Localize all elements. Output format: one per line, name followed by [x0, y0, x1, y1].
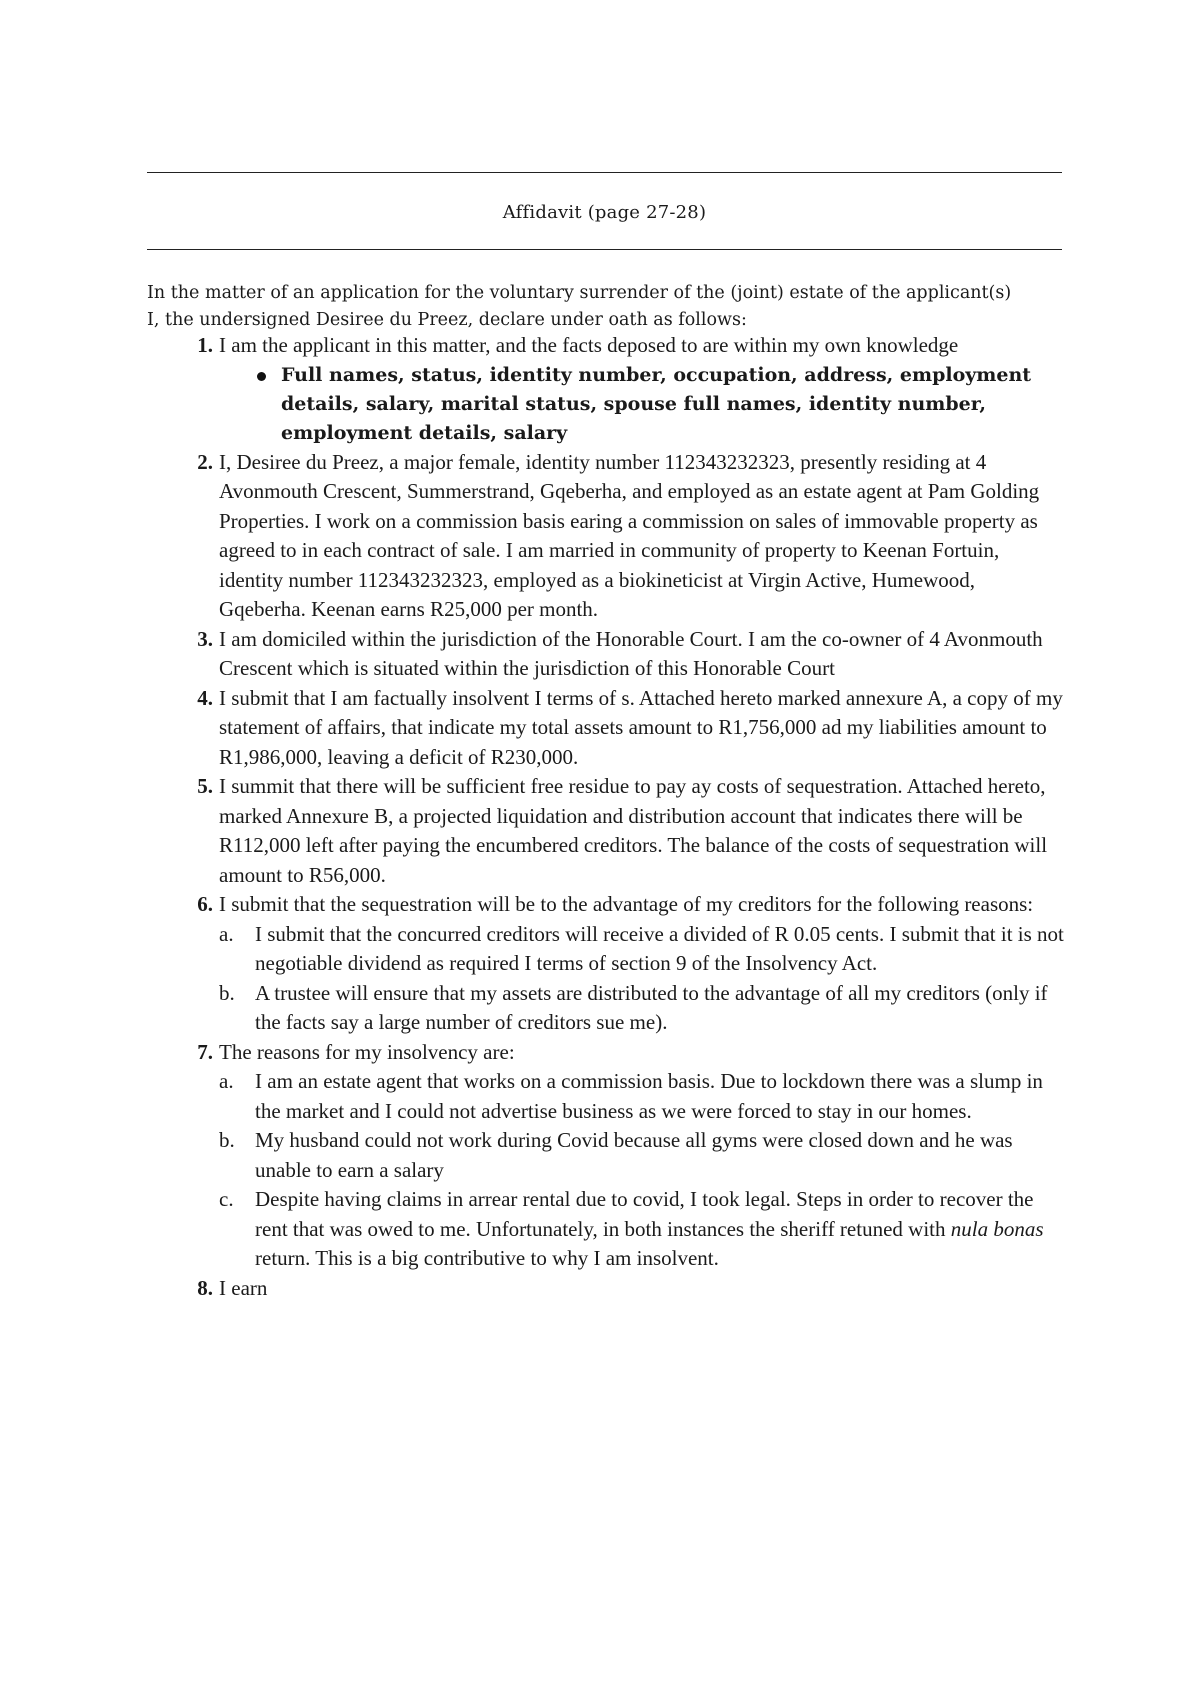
list-item	[147, 684, 1067, 773]
intro-line: In the matter of an application for the voluntary surrender of the (joint) estate of the applicant(s)	[147, 283, 1012, 303]
sub-item	[219, 1067, 1067, 1126]
sub-item-letter: b.	[219, 1128, 235, 1152]
sub-item-text: My husband could not work during Covid because all gyms were closed down and he was unable to earn a salary	[255, 1128, 1013, 1182]
numbered-list	[147, 331, 1067, 1303]
list-item	[147, 448, 1067, 625]
sub-item-letter: b.	[219, 980, 235, 1005]
page-title: Affidavit (page 27-28)	[502, 202, 707, 223]
sub-item-text: I submit that the concurred creditors will receive a divided of R 0.05 cents. I submit that it is not negotiable dividend as required I terms of section 9 of the Insolvency Act.	[255, 921, 1064, 975]
item-number: 4.	[197, 685, 213, 710]
item-number: 3.	[197, 626, 213, 651]
list-item	[147, 1274, 1067, 1304]
sub-item-letter: a.	[219, 921, 234, 946]
latin-phrase: nula bonas	[950, 1216, 1044, 1241]
bullet-text: Full names, status, identity number, occupation, address, employment details, salary, marital status, spouse full names, identity number, employment details, salary	[281, 363, 1032, 444]
intro-line: I, the undersigned Desiree du Preez, declare under oath as follows:	[147, 310, 747, 330]
list-item	[147, 890, 1067, 1038]
sub-item-text: Despite having claims in arrear rental due to covid, I took legal. Steps in order to recover the rent that was owed to me. Unfortunately, in both instances the sheriff retuned with	[255, 1187, 1034, 1241]
sub-item	[219, 979, 1067, 1038]
item-text: I earn	[219, 1275, 268, 1300]
item-number: 5.	[197, 774, 213, 798]
sub-item-text-end: return. This is a big contributive to why I am insolvent.	[255, 1246, 719, 1270]
bottom-rule	[147, 249, 1062, 250]
item-text: I summit that there will be sufficient free residue to pay ay costs of sequestration. Attached hereto, marked Annexure B, a projected liquidation and distribution account that indicates there will be R112,000 left after paying the encumbered creditors. The balance of the costs of sequestration will amount to R56,000.	[219, 774, 1048, 887]
sub-item	[219, 1126, 1067, 1185]
item-number: 8.	[197, 1275, 213, 1300]
item-text: I am the applicant in this matter, and the facts deposed to are within my own knowledge	[219, 333, 959, 357]
sub-item	[219, 1185, 1067, 1274]
item-number: 6.	[197, 892, 213, 916]
item-number: 2.	[197, 449, 213, 474]
list-item	[147, 625, 1067, 684]
item-text: I am domiciled within the jurisdiction of the Honorable Court. I am the co-owner of 4 Avonmouth Crescent which is situated within the jurisdiction of this Honorable Court	[219, 626, 1043, 680]
item-number: 7.	[197, 1039, 213, 1064]
sub-item-letter: a.	[219, 1069, 234, 1093]
item-text: I submit that the sequestration will be to the advantage of my creditors for the following reasons:	[219, 892, 1034, 916]
sub-item-text: I am an estate agent that works on a commission basis. Due to lockdown there was a slump in the market and I could not advertise business as we were forced to stay in our homes.	[255, 1069, 1043, 1123]
list-item	[147, 772, 1067, 890]
item-text: I, Desiree du Preez, a major female, identity number 112343232323, presently residing at 4 Avonmouth Crescent, Summerstrand, Gqeberha, and employed as an estate agent at Pam Golding Properties. I work on a commission basis earing a commission on sales of immovable property as agreed to in each contract of sale. I am married in community of property to Keenan Fortuin, identity number 112343232323, employed as a biokineticist at Virgin Active, Humewood, Gqeberha. Keenan earns R25,000 per month.	[219, 449, 1040, 621]
intro	[147, 280, 1067, 334]
sub-item-text: A trustee will ensure that my assets are distributed to the advantage of all my creditors (only if the facts say a large number of creditors sue me).	[255, 980, 1048, 1034]
list-item	[147, 1038, 1067, 1274]
item-text: I submit that I am factually insolvent I terms of s. Attached hereto marked annexure A, a copy of my statement of affairs, that indicate my total assets amount to R1,756,000 ad my liabilities amount to R1,986,000, leaving a deficit of R230,000.	[219, 685, 1063, 769]
bullet-icon	[257, 372, 266, 381]
item-number: 1.	[197, 333, 213, 357]
sub-item-letter: c.	[219, 1187, 234, 1211]
sub-item	[219, 920, 1067, 979]
list-item	[147, 331, 1067, 361]
bullet-item	[147, 361, 1067, 448]
top-rule	[147, 172, 1062, 173]
item-text: The reasons for my insolvency are:	[219, 1039, 515, 1064]
